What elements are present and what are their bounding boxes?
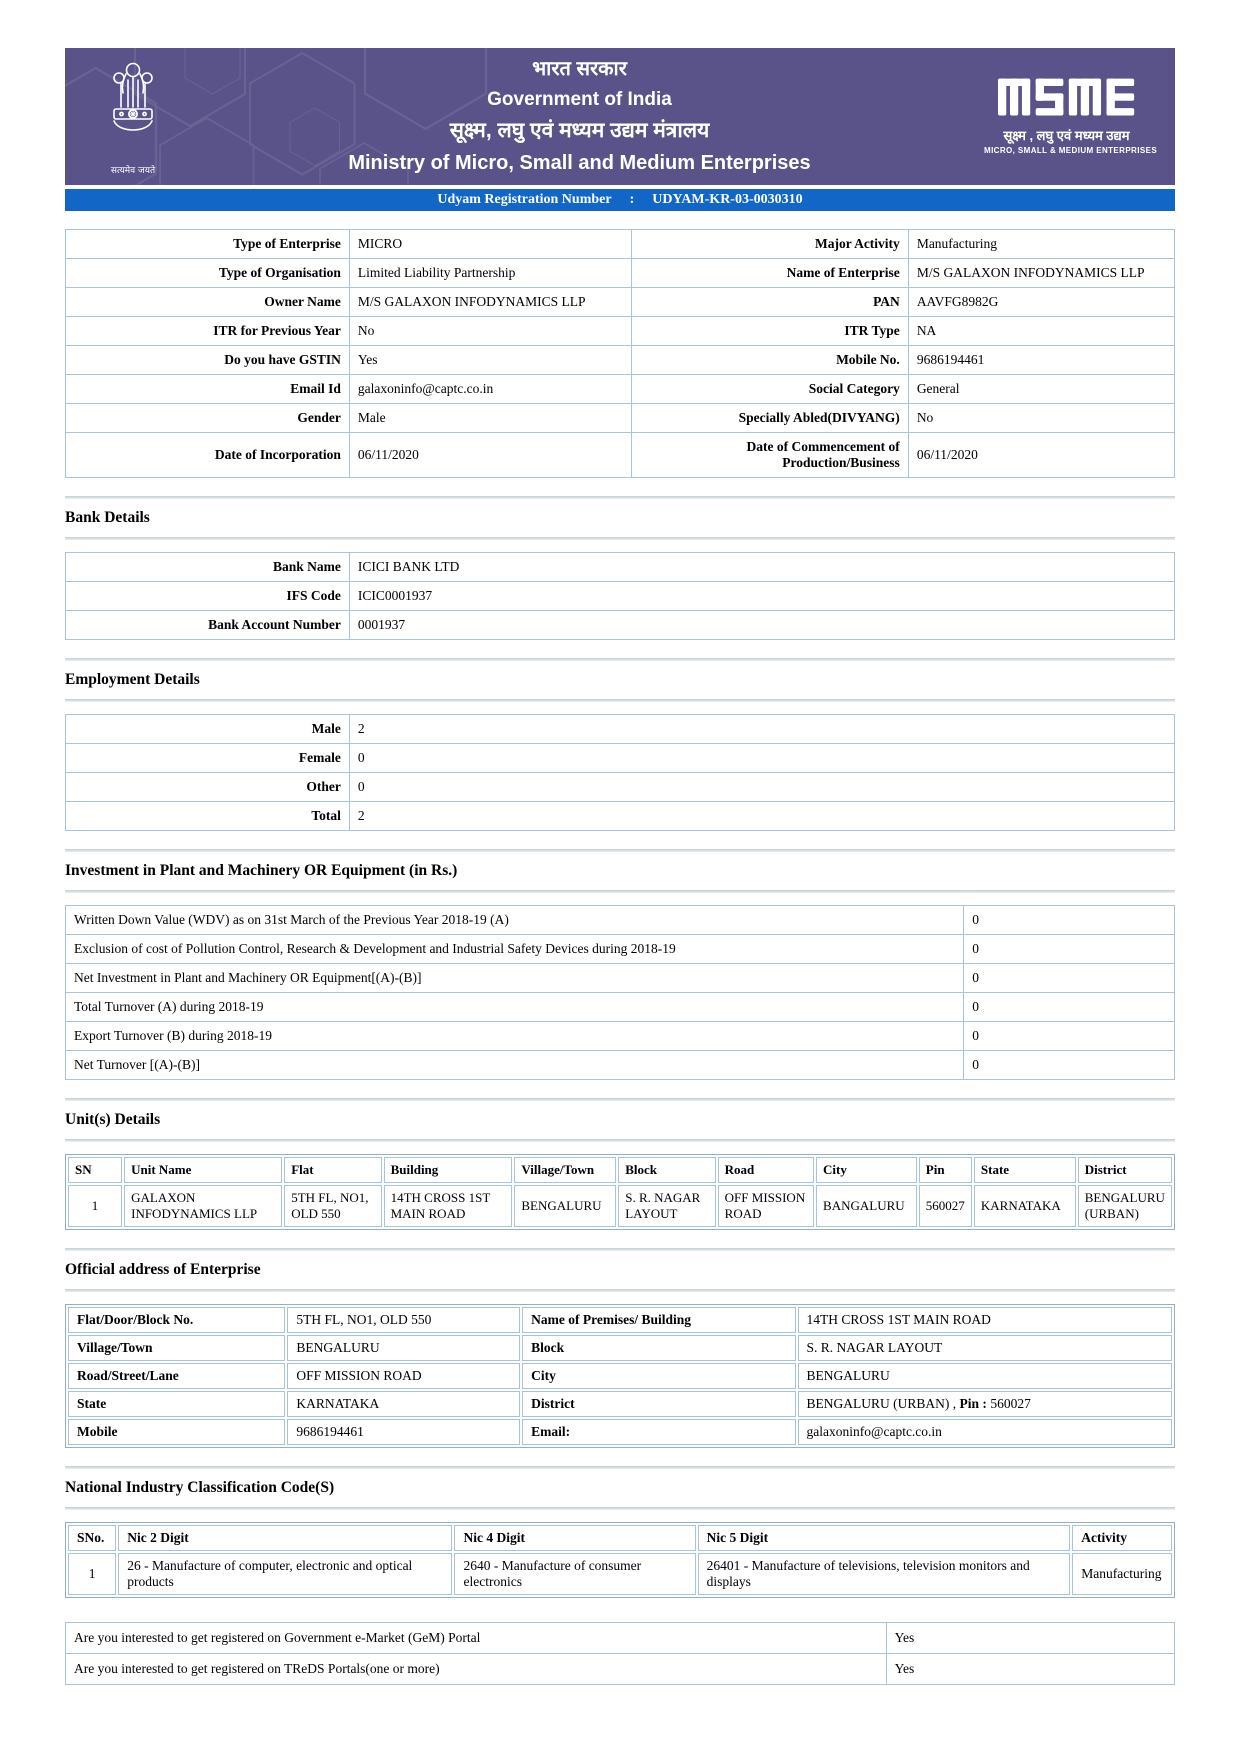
divider [65,496,1175,499]
field-value: galaxoninfo@captc.co.in [798,1419,1172,1445]
table-row [66,611,1175,640]
table-row [66,906,1175,935]
field-label: Name of Premises/ Building [522,1307,795,1333]
column-header: Village/Town [514,1157,616,1183]
field-value: 0001937 [349,611,1174,640]
cell-pin: 560027 [919,1185,972,1227]
divider [65,1248,1175,1251]
divider [65,699,1175,702]
field-label: Do you have GSTIN [66,346,350,375]
table-row [66,288,1175,317]
divider [65,1139,1175,1142]
section-header-investment [65,849,1175,893]
india-state-emblem [91,57,175,176]
msme-subtitle-hindi: सूक्ष्म , लघु एवं मध्यम उद्यम [1003,128,1130,143]
section-title: National Industry Classification Code(S) [65,1479,335,1496]
table-row [66,964,1175,993]
cell-state: KARNATAKA [974,1185,1076,1227]
table-row [66,802,1175,831]
section-title: Bank Details [65,509,150,526]
table-row [66,346,1175,375]
field-label: Village/Town [68,1335,285,1361]
ministry-name-hindi: सूक्ष्म, लघु एवं मध्यम उद्यम मंत्रालय [449,119,710,143]
field-label: Are you interested to get registered on Government e-Market (GeM) Portal [66,1623,887,1654]
field-label: Total [66,802,350,831]
section-header-units [65,1098,1175,1142]
field-value: 9686194461 [908,346,1174,375]
field-label: Male [66,715,350,744]
divider [65,1289,1175,1292]
section-header-bank [65,496,1175,540]
enterprise-details-table [65,229,1175,478]
field-value: 2 [349,802,1174,831]
emblem-motto: सत्यमेव जयते [110,166,156,176]
field-label: Bank Name [66,553,350,582]
field-value: Manufacturing [908,230,1174,259]
ministry-title-block [175,58,984,176]
field-value: 0 [964,906,1175,935]
column-header: State [974,1157,1076,1183]
table-row [68,1391,1172,1417]
govt-of-india-english: Government of India [487,88,672,110]
field-label: Email Id [66,375,350,404]
cell-nic2: 26 - Manufacture of computer, electronic and optical products [118,1553,452,1595]
table-row [66,433,1175,478]
cell-block: S. R. NAGAR LAYOUT [618,1185,715,1227]
field-value: 5TH FL, NO1, OLD 550 [287,1307,520,1333]
field-value: M/S GALAXON INFODYNAMICS LLP [349,288,631,317]
field-value: Male [349,404,631,433]
field-value: 0 [964,1022,1175,1051]
field-label: Are you interested to get registered on TReDS Portals(one or more) [66,1654,887,1685]
field-value: 9686194461 [287,1419,520,1445]
table-row [66,1654,1175,1685]
field-value: No [349,317,631,346]
table-row [68,1335,1172,1361]
table-row [66,993,1175,1022]
field-value: 0 [349,773,1174,802]
divider [65,658,1175,661]
field-value: 14TH CROSS 1ST MAIN ROAD [798,1307,1172,1333]
section-header-employment [65,658,1175,702]
msme-logo-block [984,78,1158,155]
field-value: BENGALURU [798,1363,1172,1389]
column-header: Nic 4 Digit [454,1525,695,1551]
field-value: 0 [349,744,1174,773]
field-label: Major Activity [631,230,908,259]
column-header: Nic 2 Digit [118,1525,452,1551]
field-label: Other [66,773,350,802]
field-label: District [522,1391,795,1417]
field-label: ITR for Previous Year [66,317,350,346]
table-row [66,375,1175,404]
cell-flat: 5TH FL, NO1, OLD 550 [284,1185,381,1227]
table-row [68,1185,1172,1227]
field-value: Yes [886,1623,1174,1654]
ministry-name-english: Ministry of Micro, Small and Medium Enterprises [348,152,811,175]
divider [65,1466,1175,1469]
column-header: Building [384,1157,513,1183]
gem-treds-table [65,1622,1175,1685]
registration-number-label: Udyam Registration Number [437,192,612,207]
table-header-row [68,1525,1172,1551]
field-label: ITR Type [631,317,908,346]
field-label: Block [522,1335,795,1361]
divider [65,890,1175,893]
field-value: ICICI BANK LTD [349,553,1174,582]
msme-logo-icon [998,78,1136,118]
field-label: Date of Incorporation [66,433,350,478]
field-value: galaxoninfo@captc.co.in [349,375,631,404]
table-row [66,259,1175,288]
field-label: Net Investment in Plant and Machinery OR Equipment[(A)-(B)] [66,964,964,993]
bank-details-table [65,552,1175,640]
field-label: Bank Account Number [66,611,350,640]
field-value: BENGALURU [287,1335,520,1361]
cell-activity: Manufacturing [1072,1553,1172,1595]
field-label: Exclusion of cost of Pollution Control, Research & Development and Industrial Safety Devices during 2018-19 [66,935,964,964]
column-header: Pin [919,1157,972,1183]
table-row [66,404,1175,433]
table-row [66,715,1175,744]
divider [65,1507,1175,1510]
field-value: AAVFG8982G [908,288,1174,317]
govt-of-india-hindi: भारत सरकार [532,57,627,80]
employment-details-table [65,714,1175,831]
field-label: Total Turnover (A) during 2018-19 [66,993,964,1022]
field-value: 0 [964,993,1175,1022]
field-value: 0 [964,964,1175,993]
msme-subtitle-english: MICRO, SMALL & MEDIUM ENTERPRISES [984,146,1158,155]
field-label: Road/Street/Lane [68,1363,285,1389]
column-header: Nic 5 Digit [698,1525,1071,1551]
table-row [68,1363,1172,1389]
field-label: Social Category [631,375,908,404]
table-row [66,1051,1175,1080]
field-value: 0 [964,1051,1175,1080]
table-row [68,1419,1172,1445]
table-row [68,1553,1172,1595]
table-row [66,317,1175,346]
section-title: Official address of Enterprise [65,1261,261,1278]
field-value-district [798,1391,1172,1417]
field-value: OFF MISSION ROAD [287,1363,520,1389]
nic-codes-table [65,1522,1175,1598]
field-value: 2 [349,715,1174,744]
field-label: Owner Name [66,288,350,317]
field-value: M/S GALAXON INFODYNAMICS LLP [908,259,1174,288]
field-value: Limited Liability Partnership [349,259,631,288]
field-value: General [908,375,1174,404]
column-header: District [1078,1157,1172,1183]
section-title: Unit(s) Details [65,1111,161,1128]
cell-road: OFF MISSION ROAD [718,1185,814,1227]
pin-label: Pin : [959,1396,987,1411]
section-header-nic [65,1466,1175,1510]
column-header: Unit Name [124,1157,282,1183]
divider [65,849,1175,852]
table-row [68,1307,1172,1333]
field-label: Type of Enterprise [66,230,350,259]
section-header-address [65,1248,1175,1292]
field-label: Flat/Door/Block No. [68,1307,285,1333]
cell-nic4: 2640 - Manufacture of consumer electronics [454,1553,695,1595]
cell-sn: 1 [68,1185,122,1227]
field-label: City [522,1363,795,1389]
field-label: Type of Organisation [66,259,350,288]
field-value: KARNATAKA [287,1391,520,1417]
cell-unit-name: GALAXON INFODYNAMICS LLP [124,1185,282,1227]
field-label: State [68,1391,285,1417]
field-label: Specially Abled(DIVYANG) [631,404,908,433]
pin-value: 560027 [986,1396,1031,1411]
section-title: Employment Details [65,671,200,688]
section-title: Investment in Plant and Machinery OR Equipment (in Rs.) [65,862,458,879]
field-label: Mobile [68,1419,285,1445]
udyam-registration-number-bar [65,189,1175,211]
investment-table [65,905,1175,1080]
column-header: SNo. [68,1525,116,1551]
cell-building: 14TH CROSS 1ST MAIN ROAD [384,1185,513,1227]
divider [65,1098,1175,1101]
field-value: 06/11/2020 [908,433,1174,478]
field-label: IFS Code [66,582,350,611]
field-value: 0 [964,935,1175,964]
cell-village-town: BENGALURU [514,1185,616,1227]
table-row [66,582,1175,611]
registration-number-value: UDYAM-KR-03-0030310 [652,192,803,207]
divider [65,537,1175,540]
table-row [66,1623,1175,1654]
cell-sno: 1 [68,1553,116,1595]
registration-number-separator: : [629,192,635,207]
field-value: Yes [886,1654,1174,1685]
field-label: Name of Enterprise [631,259,908,288]
cell-district: BENGALURU (URBAN) [1078,1185,1172,1227]
table-row [66,1022,1175,1051]
cell-nic5: 26401 - Manufacture of televisions, television monitors and displays [698,1553,1071,1595]
ashoka-lion-capital-icon [101,57,165,157]
column-header: SN [68,1157,122,1183]
field-label: Email: [522,1419,795,1445]
field-value: Yes [349,346,631,375]
ministry-header-banner [65,48,1175,185]
column-header: City [816,1157,917,1183]
field-value: ICIC0001937 [349,582,1174,611]
official-address-table [65,1304,1175,1448]
column-header: Block [618,1157,715,1183]
field-value: No [908,404,1174,433]
field-label: Female [66,744,350,773]
column-header: Activity [1072,1525,1172,1551]
units-details-table [65,1154,1175,1230]
field-value: 06/11/2020 [349,433,631,478]
table-row [66,230,1175,259]
table-row [66,553,1175,582]
field-value: S. R. NAGAR LAYOUT [798,1335,1172,1361]
field-label: Mobile No. [631,346,908,375]
field-label: Export Turnover (B) during 2018-19 [66,1022,964,1051]
field-label: Gender [66,404,350,433]
field-label: PAN [631,288,908,317]
table-header-row [68,1157,1172,1183]
field-value: MICRO [349,230,631,259]
field-label: Net Turnover [(A)-(B)] [66,1051,964,1080]
district-value: BENGALURU (URBAN) , [806,1396,960,1411]
field-label: Written Down Value (WDV) as on 31st March of the Previous Year 2018-19 (A) [66,906,964,935]
field-value: NA [908,317,1174,346]
column-header: Flat [284,1157,381,1183]
cell-city: BANGALURU [816,1185,917,1227]
field-label: Date of Commencement of Production/Business [631,433,908,478]
column-header: Road [718,1157,814,1183]
table-row [66,773,1175,802]
table-row [66,935,1175,964]
table-row [66,744,1175,773]
